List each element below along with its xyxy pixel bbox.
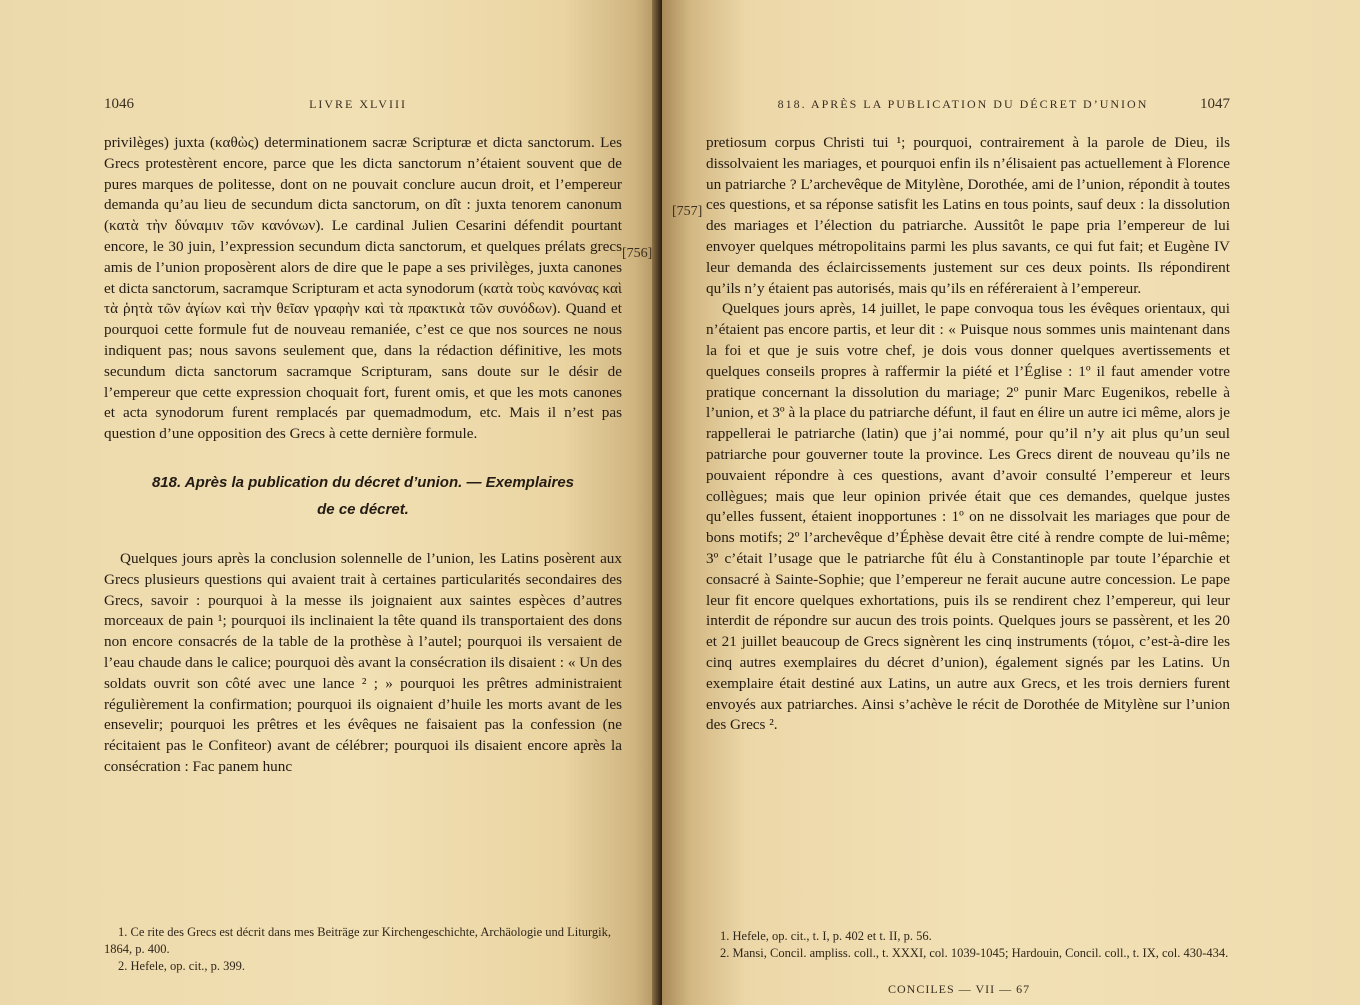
left-running-head — [104, 96, 622, 113]
right-body — [706, 133, 1230, 736]
left-margin-note: [756] — [622, 246, 653, 261]
section-title-line-2: de ce décret. — [317, 500, 409, 518]
left-page-number: 1046 — [104, 96, 134, 112]
right-running-head — [706, 96, 1230, 113]
right-footnote-2: 2. Mansi, Concil. ampliss. coll., t. XXXI, col. 1039-1045; Hardouin, Concil. coll., t. IX, col. 430-434. — [720, 946, 1229, 960]
right-footnote-1: 1. Hefele, op. cit., t. I, p. 402 et t. II, p. 56. — [720, 929, 932, 943]
left-body — [104, 133, 622, 778]
left-paragraph-1: privilèges) juxta (καθὼς) determinationem sacræ Scripturæ et dicta sanctorum. Les Grecs protestèrent encore, parce que les dicta sanctorum n’étaient souvent que de pures marques de politesse, dont on ne pouvait conclure aucun droit, et l’empereur demanda qu’au lieu de secundum dicta sanctorum, on dît : juxta tenorem canonum (κατὰ τὴν δύναμιν τῶν κανόνων). Le cardinal Julien Cesarini défendit pourtant encore, le 30 juin, l’expression secundum dicta sanctorum, et quelques prélats grecs amis de l’union proposèrent alors de dire que le pape a ses privilèges, juxta canones et dicta sanctorum, sacramque Scripturam et acta synodorum (κατὰ τοὺς κανόνας καὶ τὰ ῥητὰ τῶν ἁγίων καὶ τὴν θεῖαν γραφὴν καὶ τὰ πρακτικὰ τῶν συνόδων). Quand et pourquoi cette formule fut de nouveau remaniée, c’est ce que nos sources ne nous indiquent pas; nous savons seulement que, dans la rédaction définitive, les mots secundum dicta sanctorum sacramque Scripturam, sans doute sur le désir de l’empereur que cette expression choquait fort, furent omis, et que les mots canones et acta synodorum furent remplacés par quemadmodum, etc. Mais il n’est pas question d’une opposition des Grecs à cette dernière formule. — [104, 134, 622, 443]
left-footnotes — [104, 924, 622, 975]
right-paragraph-2: Quelques jours après, 14 juillet, le pape convoqua tous les évêques orientaux, qui n’étaient pas encore partis, et leur dit : « Puisque nous sommes unis maintenant dans la foi et que je suis votre chef, je dois vous donner quelques avertissements et quelques conseils propres à raffermir la piété et l’Église : 1º il faut amender votre pratique concernant la dissolution du mariage; 2º punir Marc Eugenikos, rebelle à l’union, et 3º à la place du patriarche défunt, il faut en élire un autre ici même, alors je rappellerai le patriarche (latin) que j’ai nommé, pour qu’il n’y ait plus qu’un seul patriarche pour gouverner toute la province. Les Grecs dirent de nouveau qu’ils ne pouvaient répondre à ces questions, avant d’avoir consulté l’empereur et leurs collègues; mais que leur opinion privée était que ces demandes, quelque justes qu’elles fussent, étaient inopportunes : 1º on ne dissolvait les mariages que pour de bons motifs; 2º l’archevêque d’Éphèse devait être cité à rendre compte de lui-même; 3º c’était l’usage que le patriarche fût élu à Constantinople par toute l’éparchie et consacré à Sainte-Sophie; que l’empereur ne ferait aucune autre concession. Le pape leur fit encore quelques exhortations, puis ils se rendirent chez l’empereur, qui leur interdit de répondre sur aucun des trois points. Quelques jours se passèrent, et les 20 et 21 juillet beaucoup de Grecs signèrent les cinq instruments (τόμοι, c’est-à-dire les cinq autres exemplaires du décret d’union), également signés par les Latins. Un exemplaire était destiné aux Latins, un autre aux Grecs, et les trois derniers furent envoyés aux patriarches. Ainsi s’achève le récit de Dorothée de Mitylène sur l’union des Grecs ². — [706, 300, 1230, 734]
signature-line: CONCILES — VII — 67 — [888, 982, 1031, 996]
left-footnote-1: 1. Ce rite des Grecs est décrit dans mes Beiträge zur Kirchengeschichte, Archäologie und Liturgik, 1864, p. 400. — [104, 925, 612, 956]
right-paragraph-1: pretiosum corpus Christi tui ¹; pourquoi, contrairement à la parole de Dieu, ils dissolvaient les mariages, et pourquoi enfin ils n’élisaient pas actuellement à Florence un patriarche ? L’archevêque de Mitylène, Dorothée, ami de l’union, répondit à toutes ces questions, et sa réponse satisfit les Latins en tous points, sauf deux : la dissolution des mariages et l’élection du patriarche. Aussitôt le pape pria l’empereur de lui envoyer quelques métropolitains parmi les plus savants, ce qui fut fait; et Eugène IV leur demanda des éclaircissements justement sur ces deux points. Ils répondirent qu’ils n’y étaient pas autorisés, mais qu’ils en référeraient à l’empereur. — [706, 134, 1230, 297]
left-page — [0, 0, 662, 1005]
left-running-title: LIVRE XLVIII — [309, 97, 407, 111]
right-footnotes — [706, 928, 1230, 962]
left-paragraph-2: Quelques jours après la conclusion solennelle de l’union, les Latins posèrent aux Grecs plusieurs questions qui avaient trait à certaines particularités secondaires des Grecs, savoir : pourquoi à la messe ils joignaient aux saintes espèces d’autres morceaux de pain ¹; pourquoi ils inclinaient la tête quand ils transportaient des dons non encore consacrés de la table de la prothèse à l’autel; pourquoi ils versaient de l’eau chaude dans le calice; pourquoi dès avant la consécration ils disaient : « Un des soldats ouvrit son côté avec une lance ² ; » pourquoi les prêtres administraient régulièrement la confirmation; pourquoi ils oignaient d’huile les morts avant de les ensevelir; pourquoi les prêtres et les évêques ne faisaient pas la confession (ne récitaient pas le Confiteor) avant de célébrer; pourquoi ils disaient encore après la consécration : Fac panem hunc — [104, 549, 622, 775]
right-margin-note: [757] — [672, 204, 703, 219]
right-page — [662, 0, 1360, 1005]
left-footnote-2: 2. Hefele, op. cit., p. 399. — [118, 959, 246, 973]
right-running-title: 818. APRÈS LA PUBLICATION DU DÉCRET D’UNION — [777, 97, 1149, 111]
section-title-818 — [104, 469, 622, 523]
right-page-number: 1047 — [1199, 96, 1230, 112]
section-title-line-1: 818. Après la publication du décret d’union. — Exemplaires — [151, 473, 575, 491]
